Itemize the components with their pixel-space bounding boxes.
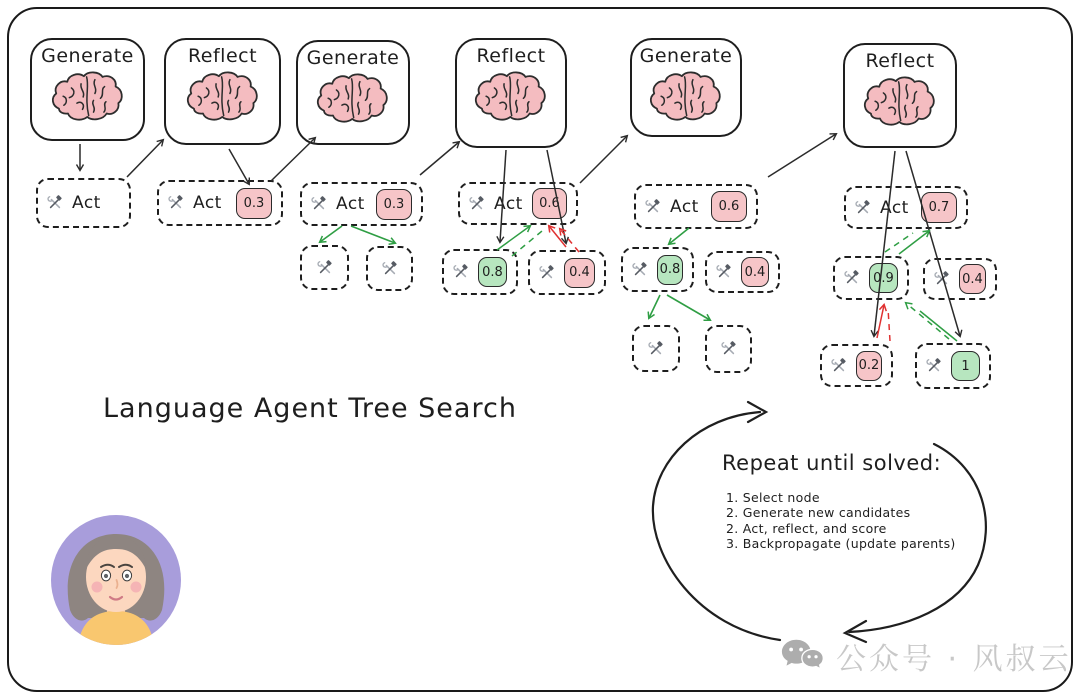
wechat-icon [780,637,826,675]
act-label: Act [880,197,909,218]
brain-icon [467,70,555,128]
score-badge: 0.2 [856,351,882,381]
act-node-6 [844,186,968,229]
candidate-node [632,325,680,372]
loop-item: 1. Select node [726,490,820,505]
score-badge: 0.6 [532,188,567,219]
tools-icon [453,264,469,280]
score-badge: 0.3 [376,189,412,220]
phase-box-generate-2 [296,40,410,145]
tools-icon [311,196,327,212]
brain-icon [309,72,397,130]
tools-icon [317,260,333,276]
watermark-text: 公众号 · 风叔云 [836,642,1072,677]
score-badge: 1 [951,351,980,381]
tools-icon [716,264,732,280]
act-node-4 [458,182,578,225]
tools-icon [469,196,485,212]
candidate-node [300,245,349,290]
scored-node [820,344,893,387]
act-node-1 [36,178,131,228]
score-badge: 0.7 [921,192,957,223]
diagram-title: Language Agent Tree Search [103,393,517,424]
tools-icon [934,271,950,287]
watermark [780,634,1072,678]
act-node-2 [157,180,283,226]
avatar [50,514,182,646]
phase-label: Generate [306,47,400,69]
tools-icon [648,341,664,357]
phase-box-generate-1 [30,38,145,141]
scored-node [705,251,780,293]
tools-icon [47,195,63,211]
phase-label: Reflect [865,50,935,72]
score-badge: 0.8 [478,257,507,287]
score-badge: 0.9 [869,263,898,293]
score-badge: 0.8 [657,255,683,285]
act-label: Act [336,194,365,214]
act-node-3 [300,182,423,226]
scored-node [833,256,909,300]
tools-icon [855,200,871,216]
scored-node [621,247,694,292]
phase-label: Generate [639,45,733,67]
act-label: Act [193,193,222,213]
score-badge: 0.4 [741,257,769,287]
loop-item: 2. Generate new candidates [726,505,911,521]
tools-icon [382,261,398,277]
loop-items [726,490,956,551]
loop-item: 3. Backpropagate (update parents) [726,535,956,551]
brain-icon [856,75,944,133]
brain-icon [179,70,267,128]
candidate-node [366,246,413,291]
phase-label: Generate [41,45,134,67]
act-label: Act [670,196,699,217]
tools-icon [539,265,555,281]
candidate-node [705,325,752,373]
scored-node [442,249,518,295]
score-badge: 0.4 [564,258,595,288]
tools-icon [168,195,184,211]
loop-item: 2. Act, reflect, and score [726,520,887,536]
tools-icon [721,341,737,357]
tools-icon [844,270,860,286]
phase-box-reflect-3 [843,43,957,148]
scored-node [528,250,606,295]
phase-label: Reflect [476,45,546,67]
brain-icon [44,70,132,128]
phase-label: Reflect [187,45,258,67]
phase-box-generate-3 [630,38,742,137]
phase-box-reflect-1 [164,38,281,145]
loop-heading: Repeat until solved: [722,451,942,475]
act-node-5 [634,184,758,229]
tools-icon [926,358,942,374]
brain-icon [642,70,730,128]
tools-icon [645,199,661,215]
tools-icon [831,358,847,374]
scored-node [915,343,991,389]
act-label: Act [72,193,101,213]
act-label: Act [494,193,523,214]
score-badge: 0.4 [959,264,986,294]
scored-node [923,258,997,300]
tools-icon [632,262,648,278]
score-badge: 0.3 [236,188,272,219]
score-badge: 0.6 [711,191,747,222]
phase-box-reflect-2 [455,38,567,148]
